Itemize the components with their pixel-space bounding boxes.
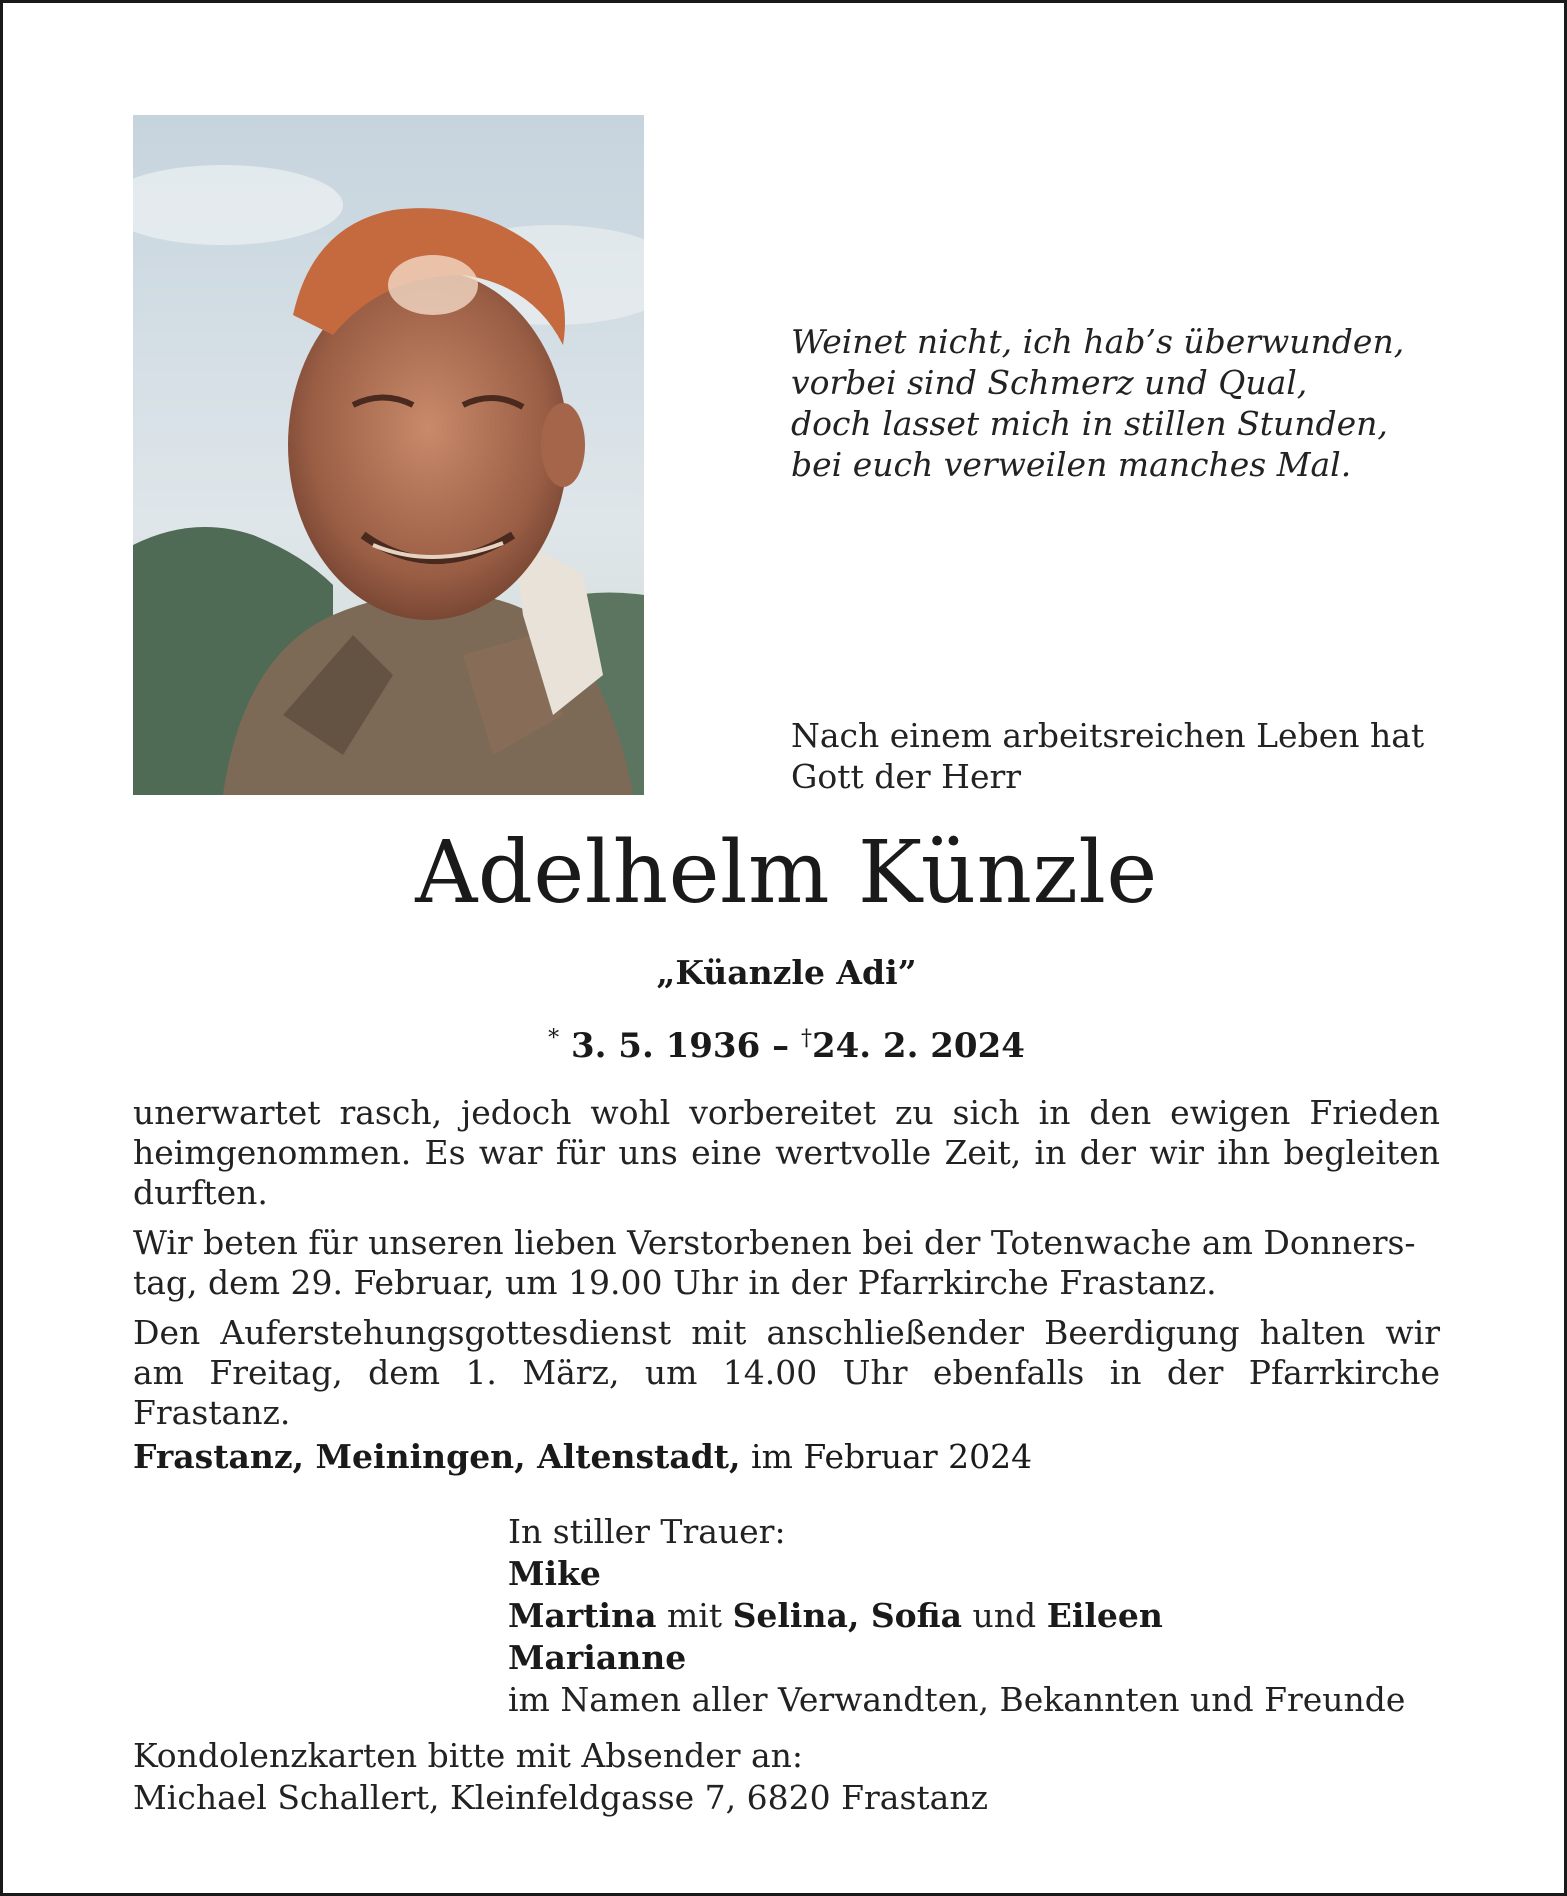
death-cross-icon: † [800, 1026, 812, 1051]
mourners-block [508, 1511, 1468, 1721]
poem-line: doch lasset mich in stillen Stunden, [791, 404, 1388, 443]
intro-text: Nach einem arbeitsreichen Leben hat Gott der Herr [791, 716, 1425, 796]
body-line: tag, dem 29. Februar, um 19.00 Uhr in der Pfarrkirche Frastanz. [133, 1263, 1217, 1302]
mourner-name: Mike [508, 1554, 601, 1593]
birth-star-icon: * [548, 1026, 560, 1051]
connector-word: mit [666, 1596, 723, 1635]
condolence-address [133, 1735, 1433, 1819]
portrait-photo [133, 115, 644, 795]
announcement-date: im Februar 2024 [751, 1437, 1033, 1476]
poem-line: vorbei sind Schmerz und Qual, [791, 363, 1308, 402]
mourners-heading: In stiller Trauer: [508, 1512, 786, 1551]
body-line: Wir beten für unseren lieben Verstorbenen bei der Totenwache am Donners- [133, 1223, 1416, 1262]
connector-word: und [972, 1596, 1037, 1635]
poem-line: bei euch verweilen manches Mal. [791, 445, 1352, 484]
life-dates [3, 1018, 1567, 1067]
place-names: Frastanz, Meiningen, Altenstadt, [133, 1437, 741, 1476]
date-separator: – [772, 1026, 790, 1066]
death-date: 24. 2. 2024 [811, 1026, 1025, 1066]
body-paragraph: unerwartet rasch, jedoch wohl vorbereitet zu sich in den ewigen Frieden heimgenommen. Es war für uns eine wertvolle Zeit, in der wir ihn begleiten durften. [133, 1093, 1440, 1212]
mourner-name: Marianne [508, 1638, 687, 1677]
deceased-nickname: „Küanzle Adi” [656, 953, 917, 992]
body-paragraph: Den Auferstehungsgottesdienst mit anschließender Beerdigung halten wir am Freitag, dem 1. März, um 14.00 Uhr ebenfalls in der Pfarrkirche Frastanz. [133, 1313, 1440, 1432]
poem [791, 321, 1511, 485]
condolence-line: Kondolenzkarten bitte mit Absender an: [133, 1736, 804, 1775]
condolence-line: Michael Schallert, Kleinfeldgasse 7, 6820 Frastanz [133, 1778, 988, 1817]
body-paragraph [133, 1223, 1440, 1303]
mourner-name: Eileen [1046, 1596, 1163, 1635]
birth-date: 3. 5. 1936 [570, 1026, 761, 1066]
mourners-closing: im Namen aller Verwandten, Bekannten und Freunde [508, 1680, 1406, 1719]
obituary-body [133, 1093, 1440, 1443]
portrait-image [133, 115, 644, 795]
mourner-name: Selina, Sofia [732, 1596, 963, 1635]
place-and-date [133, 1437, 1433, 1477]
deceased-name: Adelhelm Künzle [415, 823, 1158, 923]
mourner-name: Martina [508, 1596, 657, 1635]
poem-line: Weinet nicht, ich hab’s überwunden, [791, 322, 1405, 361]
